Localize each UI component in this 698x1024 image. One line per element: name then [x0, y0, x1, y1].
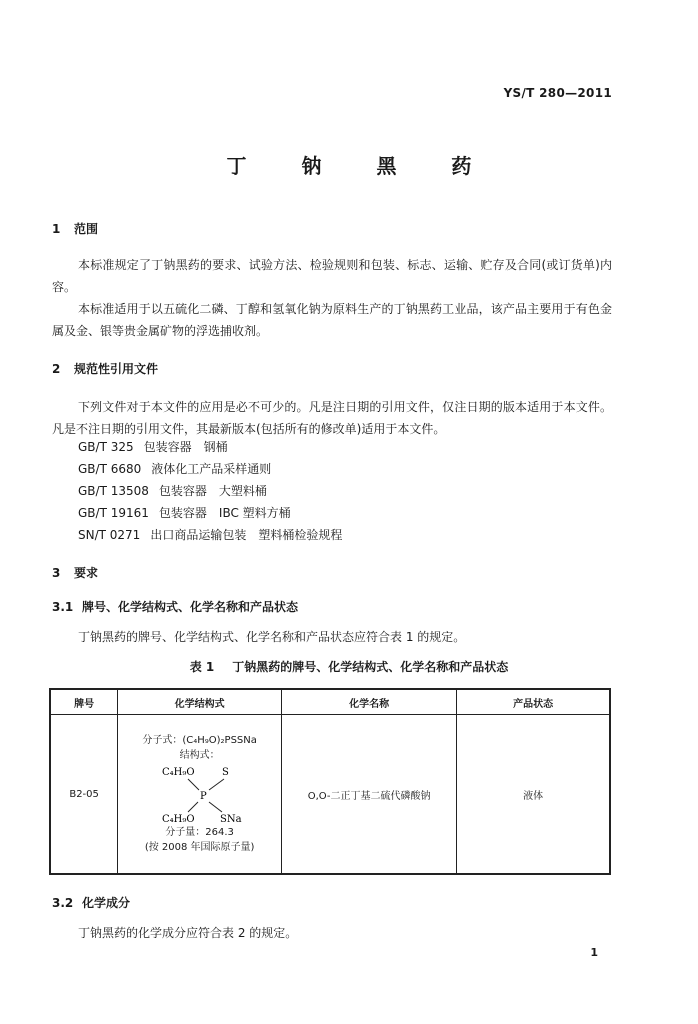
standard-number: YS/T 280—2011 [503, 86, 612, 100]
reference-item [78, 458, 271, 480]
section-2-heading [52, 360, 158, 377]
section-1-paragraph-2: 本标准适用于以五硫化二磷、丁醇和氢氧化钠为原料生产的丁钠黑药工业品，该产品主要用于有色金属及金、银等贵金属矿物的浮选捕收剂。 [52, 302, 612, 338]
section-number: 1 [52, 222, 61, 236]
reference-code: GB/T 6680 [78, 462, 142, 476]
structural-diagram [140, 763, 260, 825]
section-title: 范围 [74, 222, 99, 236]
table-row [50, 715, 610, 875]
table-number: 表 1 [189, 660, 215, 674]
column-header: 化学结构式 [118, 689, 282, 715]
group-bottom-right: SNa [219, 814, 242, 825]
bond-line [188, 802, 198, 812]
reference-item [78, 480, 267, 502]
bond-line [209, 779, 224, 790]
reference-subtitle: 钢桶 [203, 440, 228, 454]
table-1-caption [0, 658, 698, 675]
document-title: 丁 钠 黑 药 [226, 154, 496, 178]
section-title: 要求 [74, 566, 99, 580]
structure-label: 结构式： [179, 750, 220, 761]
subsection-title: 牌号、化学结构式、化学名称和产品状态 [82, 600, 299, 614]
reference-code: SN/T 0271 [78, 528, 141, 542]
subsection-3-2-paragraph: 丁钠黑药的化学成分应符合表 2 的规定。 [78, 926, 298, 940]
group-bottom-left: C₄H₉O [161, 814, 195, 825]
subsection-number: 3.1 [52, 600, 74, 614]
subsection-3-2-heading [52, 894, 130, 911]
reference-title: 出口商品运输包装 [150, 528, 247, 542]
table-caption-text: 丁钠黑药的牌号、化学结构式、化学名称和产品状态 [232, 660, 509, 674]
section-title: 规范性引用文件 [74, 362, 159, 376]
reference-title: 包装容器 [158, 484, 207, 498]
reference-subtitle: IBC 塑料方桶 [218, 506, 291, 520]
subsection-number: 3.2 [52, 896, 74, 910]
section-number: 3 [52, 566, 61, 580]
molecular-weight-note: (按 2008 年国际原子量) [144, 842, 255, 853]
section-1-heading [52, 220, 98, 237]
molecular-formula: 分子式：(C₄H₉O)₂PSSNa [142, 735, 257, 746]
group-top-left: C₄H₉O [161, 767, 195, 778]
reference-title: 包装容器 [143, 440, 192, 454]
subsection-3-1-paragraph: 丁钠黑药的牌号、化学结构式、化学名称和产品状态应符合表 1 的规定。 [78, 630, 466, 644]
chemical-name-cell: O,O-二正丁基二硫代磷酸钠 [282, 715, 457, 875]
reference-code: GB/T 13508 [78, 484, 149, 498]
center-atom: P [199, 791, 207, 802]
group-top-right: S [221, 767, 229, 778]
reference-subtitle: 大塑料桶 [218, 484, 267, 498]
column-header: 牌号 [50, 689, 118, 715]
table-header-row [50, 689, 610, 715]
page-number: 1 [590, 946, 598, 959]
reference-title: 包装容器 [158, 506, 207, 520]
reference-item [78, 524, 342, 546]
reference-code: GB/T 19161 [78, 506, 149, 520]
reference-code: GB/T 325 [78, 440, 134, 454]
section-1-paragraph-1: 本标准规定了丁钠黑药的要求、试验方法、检验规则和包装、标志、运输、贮存及合同(或订货单)内容。 [52, 258, 612, 294]
grade-cell: B2-05 [50, 715, 118, 875]
reference-item [78, 436, 228, 458]
subsection-3-1-heading [52, 598, 298, 615]
bond-line [209, 802, 222, 812]
structure-formula [119, 733, 280, 855]
table-1 [49, 688, 611, 875]
product-state-cell: 液体 [457, 715, 610, 875]
molecular-weight: 分子量：264.3 [165, 827, 234, 838]
column-header: 产品状态 [457, 689, 610, 715]
section-3-heading [52, 564, 98, 581]
reference-title: 液体化工产品采样通则 [151, 462, 272, 476]
reference-item [78, 502, 291, 524]
section-2-paragraph: 下列文件对于本文件的应用是必不可少的。凡是注日期的引用文件，仅注日期的版本适用于本文件。凡是不注日期的引用文件，其最新版本(包括所有的修改单)适用于本文件。 [52, 400, 612, 436]
subsection-title: 化学成分 [82, 896, 131, 910]
structure-cell [118, 715, 282, 875]
bond-line [188, 779, 199, 790]
section-number: 2 [52, 362, 61, 376]
reference-subtitle: 塑料桶检验规程 [258, 528, 343, 542]
column-header: 化学名称 [282, 689, 457, 715]
